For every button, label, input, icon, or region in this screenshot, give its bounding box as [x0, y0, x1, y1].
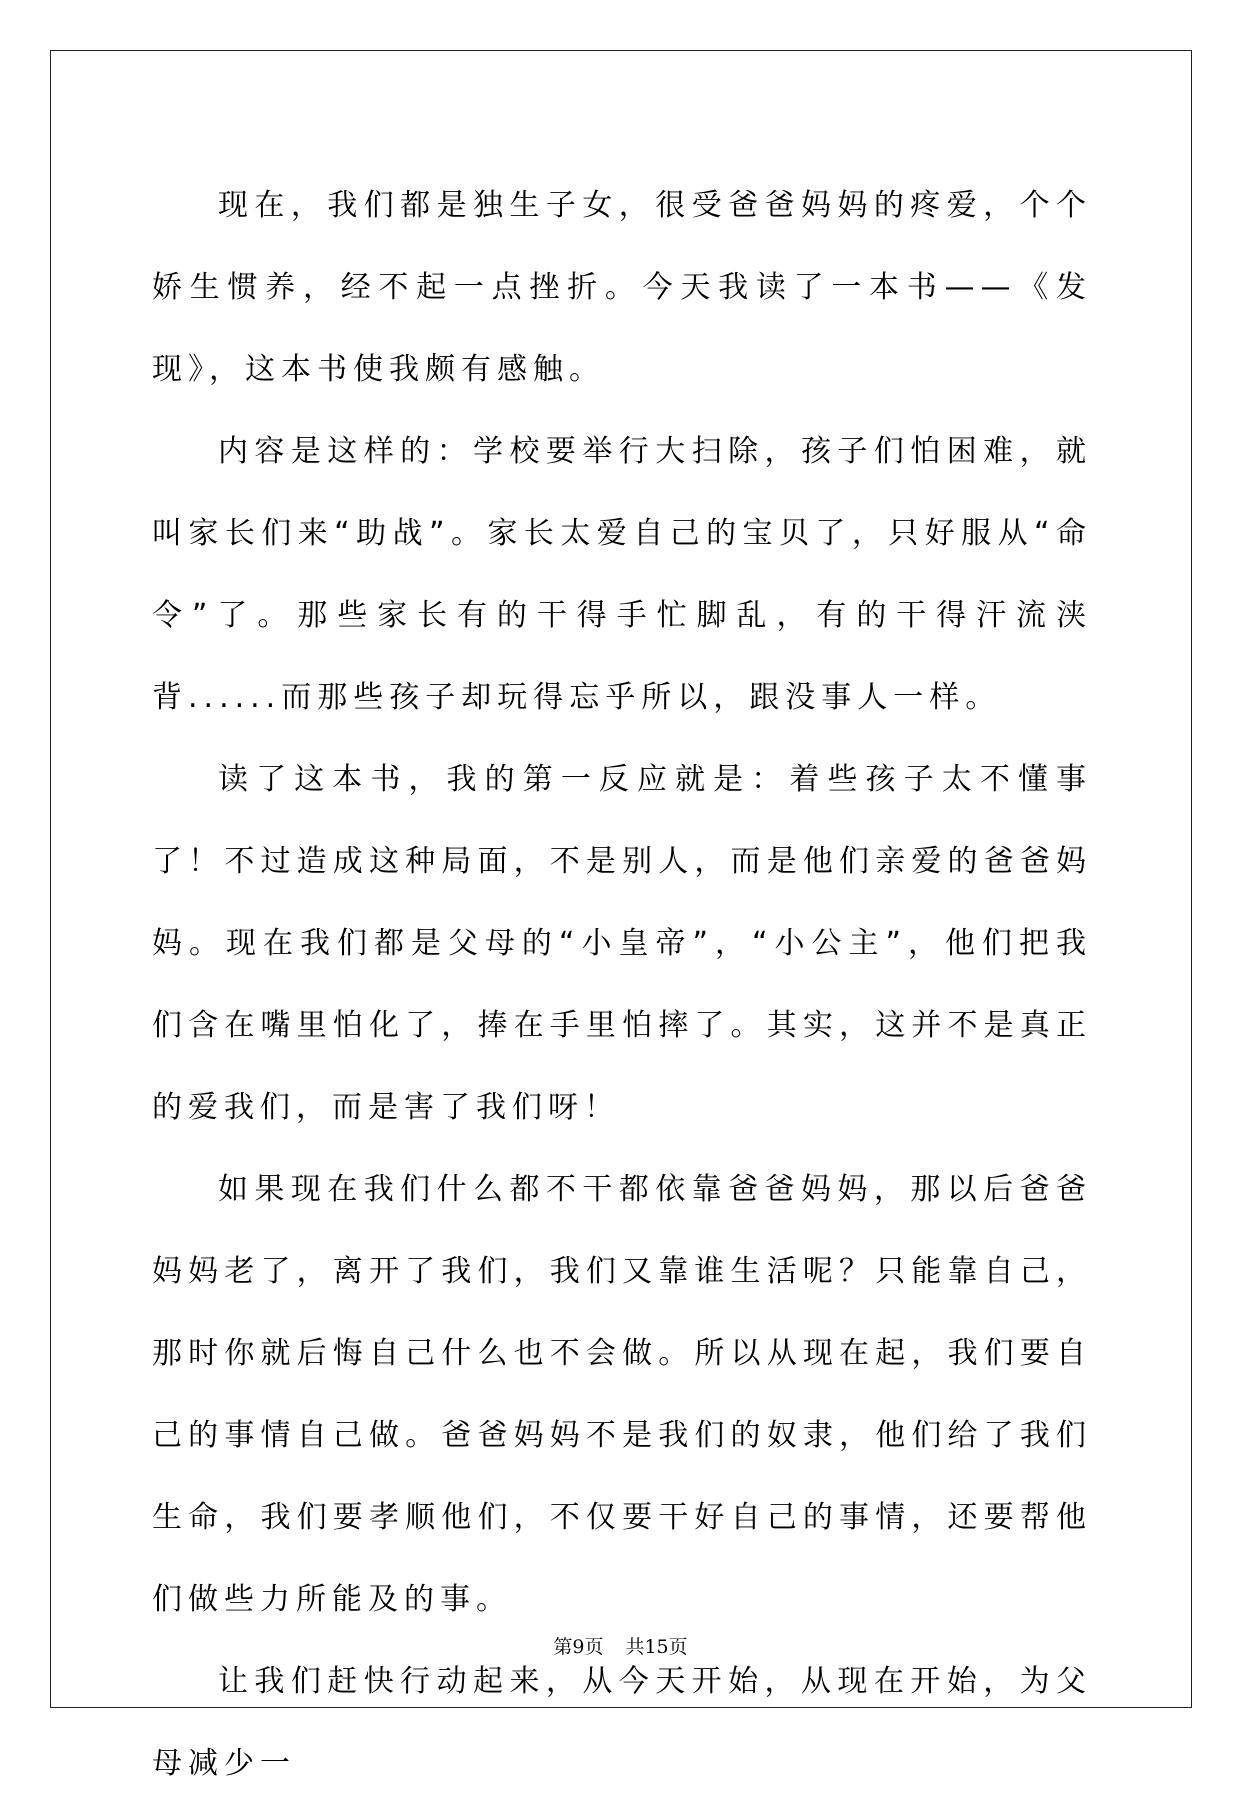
document-body	[152, 165, 1092, 1805]
paragraph-4: 如果现在我们什么都不干都依靠爸爸妈妈，那以后爸爸妈妈老了，离开了我们，我们又靠谁生活呢？只能靠自己，那时你就后悔自己什么也不会做。所以从现在起，我们要自己的事情自己做。爸爸妈妈不是我们的奴隶，他们给了我们生命，我们要孝顺他们，不仅要干好自己的事情，还要帮他们做些力所能及的事。	[152, 1172, 1092, 1617]
paragraph-1: 现在，我们都是独生子女，很受爸爸妈妈的疼爱，个个娇生惯养，经不起一点挫折。今天我读了一本书——《发现》，这本书使我颇有感触。	[152, 188, 1092, 387]
page-footer	[0, 1632, 1241, 1659]
paragraph-3: 读了这本书，我的第一反应就是：着些孩子太不懂事了！不过造成这种局面，不是别人，而是他们亲爱的爸爸妈妈。现在我们都是父母的“小皇帝”，“小公主”，他们把我们含在嘴里怕化了，捧在手里怕摔了。其实，这并不是真正的爱我们，而是害了我们呀！	[152, 762, 1092, 1125]
total-pages-label: 共15页	[625, 1636, 688, 1658]
current-page-label: 第9页	[553, 1636, 604, 1658]
paragraph-5: 让我们赶快行动起来，从今天开始，从现在开始，为父母减少一	[152, 1664, 1092, 1781]
paragraph-2: 内容是这样的：学校要举行大扫除，孩子们怕困难，就叫家长们来“助战”。家长太爱自己的宝贝了，只好服从“命令”了。那些家长有的干得手忙脚乱，有的干得汗流浃背......而那些孩子却玩得忘乎所以，跟没事人一样。	[152, 434, 1092, 715]
